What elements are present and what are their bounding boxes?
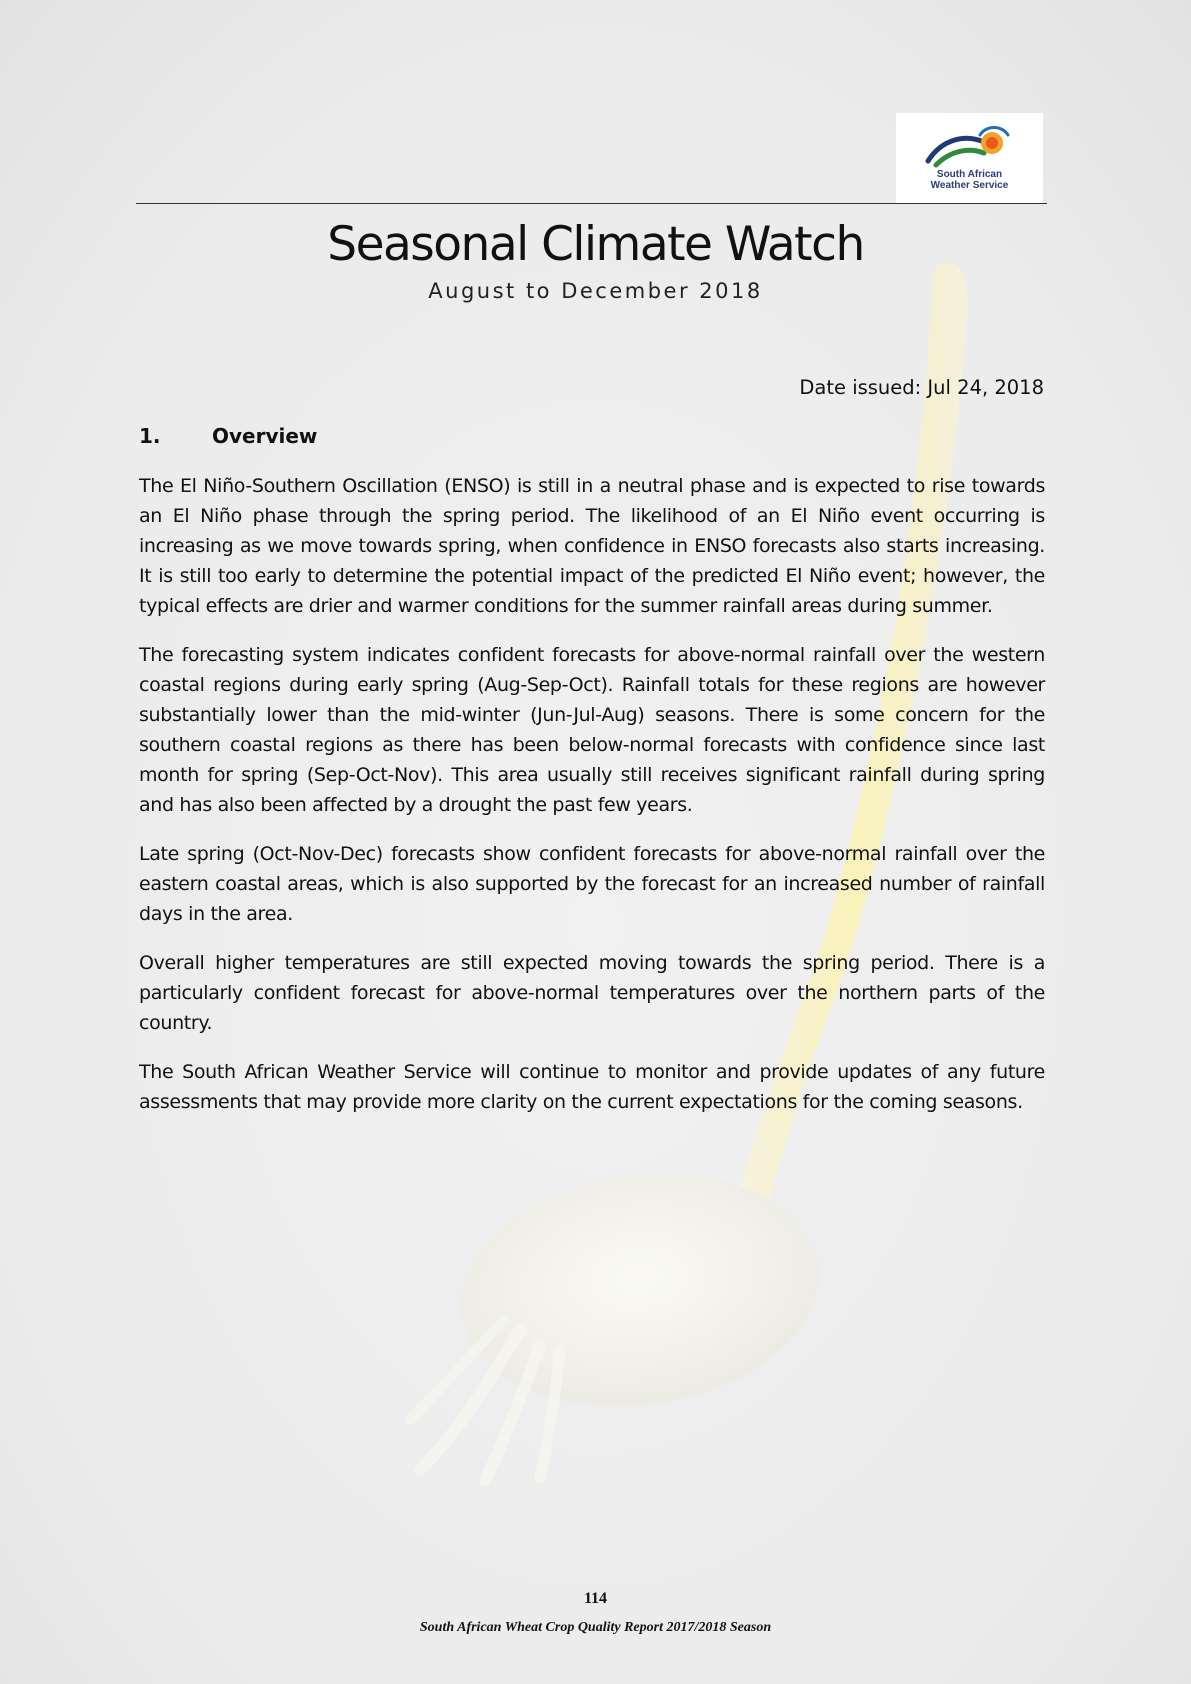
paragraph: The El Niño-Southern Oscillation (ENSO) is still in a neutral phase and is expected to rise towards an El Niño phase through the spring period. The likelihood of an El Niño event occurring is increasing as we move towards spring, when confidence in ENSO forecasts also starts increasing. It is still too early to determine the potential impact of the predicted El Niño event; however, the typical effects are drier and warmer conditions for the summer rainfall areas during summer. bbox=[139, 475, 1045, 617]
section-number: 1. bbox=[139, 424, 161, 448]
footer-text: South African Wheat Crop Quality Report 2017/2018 Season bbox=[419, 1620, 772, 1635]
page-number: 114 bbox=[583, 1590, 608, 1607]
logo-line-1: South African bbox=[936, 169, 1003, 180]
logo-line-2: Weather Service bbox=[930, 180, 1009, 191]
paragraph: Overall higher temperatures are still expected moving towards the spring period. There is a particularly confident forecast for above-normal temperatures over the northern parts of the country. bbox=[139, 952, 1045, 1034]
header-rule bbox=[136, 203, 1047, 204]
paragraph: The forecasting system indicates confident forecasts for above-normal rainfall over the western coastal regions during early spring (Aug-Sep-Oct). Rainfall totals for these regions are however substantially lower than the mid-winter (Jun-Jul-Aug) seasons. There is some concern for the southern coastal regions as there has been below-normal forecasts with confidence since last month for spring (Sep-Oct-Nov). This area usually still receives significant rainfall during spring and has also been affected by a drought the past few years. bbox=[139, 644, 1045, 816]
page-title: Seasonal Climate Watch bbox=[327, 217, 864, 272]
section-title: Overview bbox=[212, 424, 318, 448]
logo-text bbox=[896, 169, 1043, 191]
paragraph: Late spring (Oct-Nov-Dec) forecasts show confident forecasts for above-normal rainfall over the eastern coastal areas, which is also supported by the forecast for an increased number of rainfall days in the area. bbox=[139, 843, 1045, 925]
date-issued: Date issued: Jul 24, 2018 bbox=[799, 376, 1044, 399]
overview-body bbox=[139, 471, 1045, 1136]
paragraph: The South African Weather Service will continue to monitor and provide updates of any future assessments that may provide more clarity on the current expectations for the coming seasons. bbox=[139, 1061, 1045, 1113]
section-heading bbox=[139, 424, 317, 448]
page-subtitle: August to December 2018 bbox=[428, 279, 763, 303]
saws-logo bbox=[896, 113, 1043, 203]
saws-swoosh-icon bbox=[922, 121, 1017, 169]
